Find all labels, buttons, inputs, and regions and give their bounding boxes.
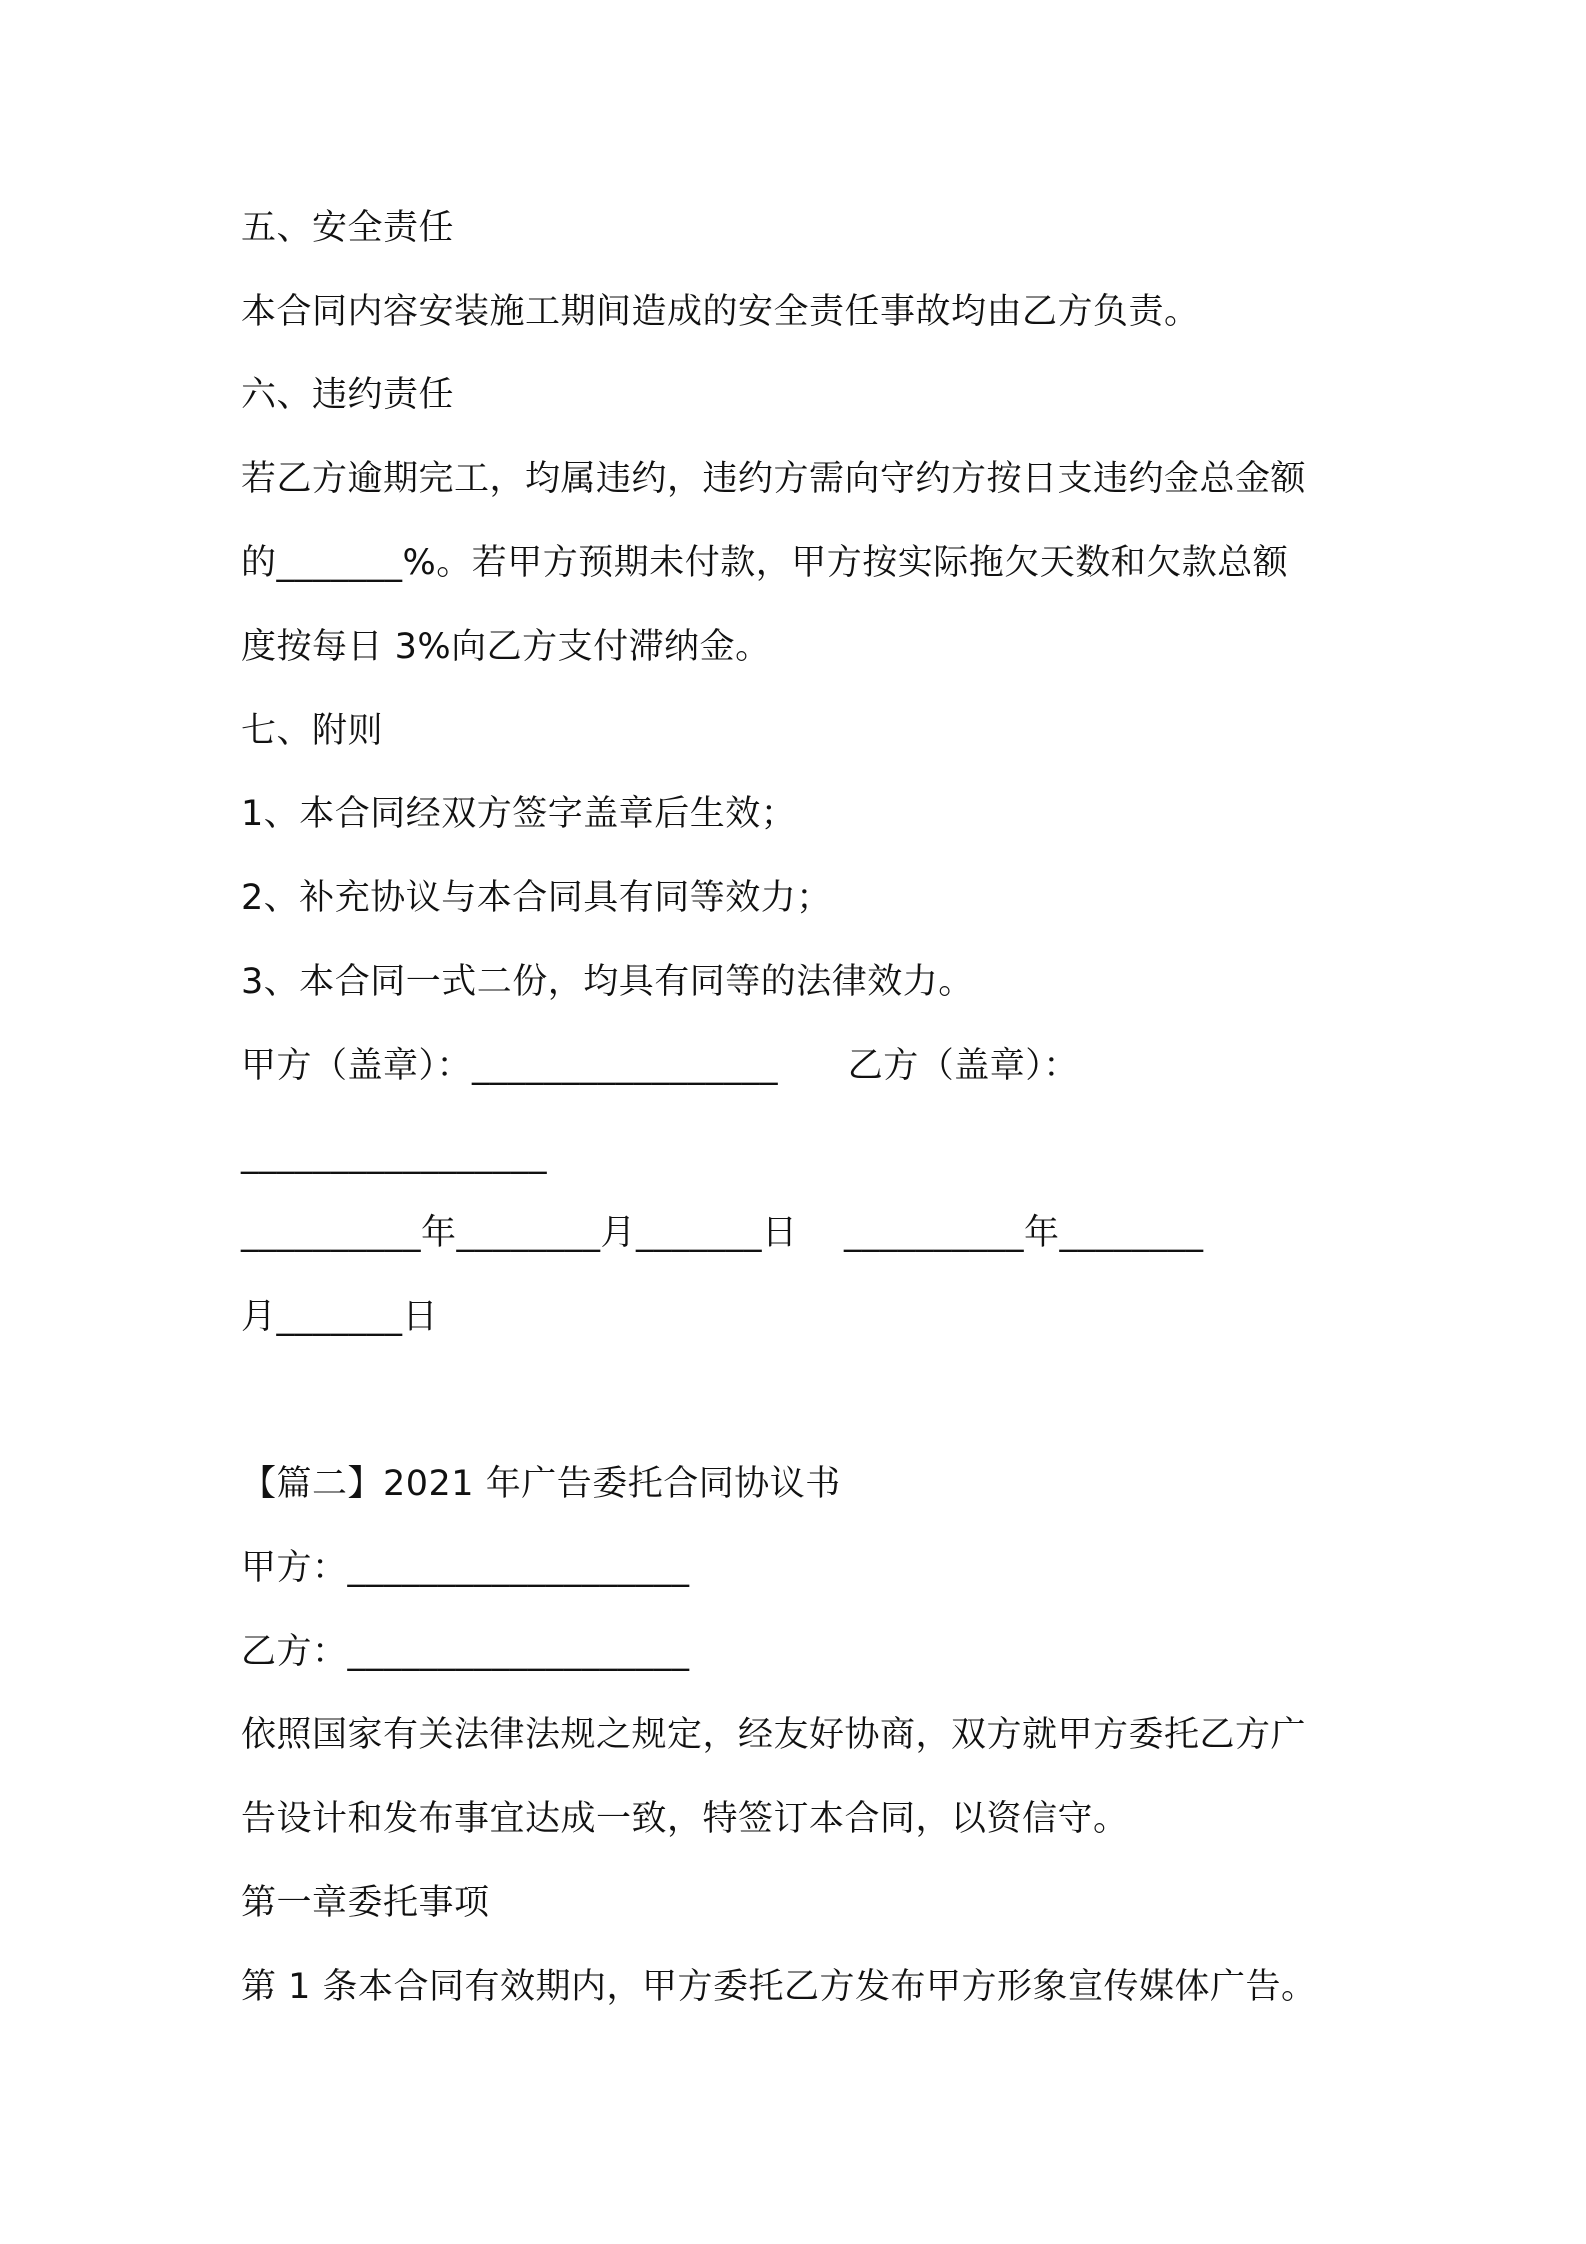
signature-blank-party-b: _________________ (241, 1135, 547, 1175)
article-1: 第 1 条本合同有效期内，甲方委托乙方发布甲方形象宣传媒体广告。 (241, 1967, 1317, 2007)
preamble-line-1: 依照国家有关法律法规之规定，经友好协商，双方就甲方委托乙方广 (241, 1715, 1307, 1755)
date-line-2: 月_______日 (241, 1297, 439, 1337)
section-heading-safety: 五、安全责任 (241, 208, 455, 248)
chapter-title-part-two: 【篇二】2021 年广告委托合同协议书 (241, 1464, 841, 1504)
clause-2: 2、补充协议与本合同具有同等效力； (241, 878, 832, 918)
party-a-field: 甲方：___________________ (241, 1548, 690, 1588)
chapter-heading-entrustment: 第一章委托事项 (241, 1883, 490, 1923)
paragraph-breach-line-3: 度按每日 3%向乙方支付滞纳金。 (241, 627, 771, 667)
date-line-1: __________年________月_______日 __________年________ (241, 1213, 1204, 1253)
clause-1: 1、本合同经双方签字盖章后生效； (241, 794, 797, 834)
preamble-line-2: 告设计和发布事宜达成一致，特签订本合同，以资信守。 (241, 1799, 1129, 1839)
paragraph-breach-line-2: 的_______%。若甲方预期未付款，甲方按实际拖欠天数和欠款总额 (241, 543, 1289, 583)
paragraph-safety: 本合同内容安装施工期间造成的安全责任事故均由乙方负责。 (241, 292, 1200, 332)
section-heading-supplementary: 七、附则 (241, 711, 384, 751)
section-heading-breach: 六、违约责任 (241, 375, 455, 415)
paragraph-breach-line-1: 若乙方逾期完工，均属违约，违约方需向守约方按日支违约金总金额 (241, 459, 1307, 499)
party-b-field: 乙方：___________________ (241, 1632, 690, 1672)
clause-3: 3、本合同一式二份，均具有同等的法律效力。 (241, 962, 974, 1002)
signature-line-parties: 甲方（盖章）：_________________ 乙方（盖章）： (241, 1046, 1079, 1086)
